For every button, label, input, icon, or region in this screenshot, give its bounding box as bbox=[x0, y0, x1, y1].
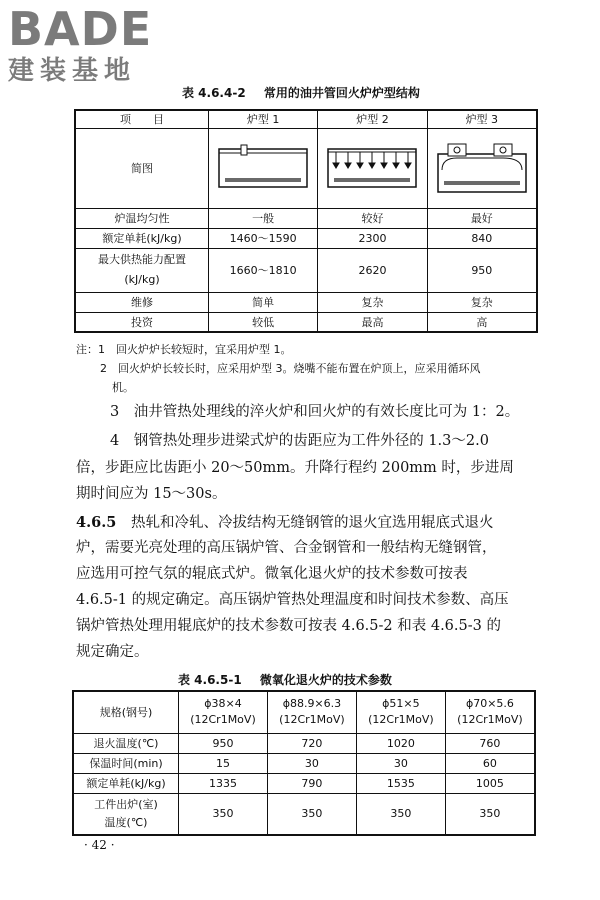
cell: 1335 bbox=[179, 773, 268, 793]
header-type2: 炉型 2 bbox=[318, 110, 427, 128]
row-label: 保温时间(min) bbox=[73, 753, 179, 773]
para-3: 3 油井管热处理线的淬火炉和回火炉的有效长度比可为 1：2。 bbox=[110, 404, 520, 420]
cell: 复杂 bbox=[318, 292, 427, 312]
section-4-6-5-line3: 应选用可控气氛的辊底式炉。微氧化退火炉的技术参数可按表 bbox=[76, 566, 468, 582]
table1-notes bbox=[76, 340, 481, 397]
section-4-6-5-line1 bbox=[76, 510, 493, 536]
cell: 较低 bbox=[209, 312, 318, 332]
table-row bbox=[75, 292, 537, 312]
cell: 2620 bbox=[318, 248, 427, 292]
section-text: 热轧和冷轧、冷拔结构无缝钢管的退火宜选用辊底式退火 bbox=[130, 515, 494, 531]
cell: 高 bbox=[427, 312, 537, 332]
logo-brand: BADE bbox=[8, 2, 153, 56]
table1-caption-number: 表 4.6.4-2 bbox=[182, 86, 246, 100]
furnace-type1-diagram bbox=[215, 143, 311, 193]
section-number: 4.6.5 bbox=[76, 514, 117, 531]
row-label-line1: 工件出炉(室) bbox=[94, 797, 158, 811]
header-spec-2 bbox=[267, 691, 356, 733]
cell: 60 bbox=[445, 753, 535, 773]
table-row bbox=[73, 753, 535, 773]
spec-grade: (12Cr1MoV) bbox=[457, 713, 523, 727]
cell: 一般 bbox=[209, 208, 318, 228]
furnace-type-table bbox=[74, 109, 538, 333]
cell: 1005 bbox=[445, 773, 535, 793]
table-row bbox=[75, 312, 537, 332]
section-4-6-5-line4: 4.6.5-1 的规定确定。高压锅炉管热处理温度和时间技术参数、高压 bbox=[76, 592, 509, 608]
logo bbox=[8, 4, 152, 86]
table-header-row bbox=[73, 691, 535, 733]
cell: 350 bbox=[445, 793, 535, 835]
row-label: 退火温度(℃) bbox=[73, 733, 179, 753]
row-label: 维修 bbox=[75, 292, 209, 312]
table2-caption bbox=[178, 671, 392, 688]
cell: 950 bbox=[427, 248, 537, 292]
sketch-type1 bbox=[209, 128, 318, 208]
cell: 30 bbox=[356, 753, 445, 773]
cell: 840 bbox=[427, 228, 537, 248]
table1-caption bbox=[182, 84, 420, 101]
sketch-label: 简图 bbox=[75, 128, 209, 208]
row-label: 投资 bbox=[75, 312, 209, 332]
section-4-6-5-line5: 锅炉管热处理用辊底炉的技术参数可按表 4.6.5-2 和表 4.6.5-3 的 bbox=[76, 618, 501, 634]
spec-grade: (12Cr1MoV) bbox=[190, 713, 256, 727]
row-label: 额定单耗(kJ/kg) bbox=[75, 228, 209, 248]
cell: 30 bbox=[267, 753, 356, 773]
sketch-type2 bbox=[318, 128, 427, 208]
spec-grade: (12Cr1MoV) bbox=[279, 713, 345, 727]
row-label-line2: 温度(℃) bbox=[104, 815, 148, 829]
cell: 350 bbox=[356, 793, 445, 835]
table2-caption-title: 微氧化退火炉的技术参数 bbox=[259, 673, 392, 687]
spec-size: ϕ70×5.6 bbox=[465, 697, 514, 711]
table-row bbox=[75, 228, 537, 248]
table2-caption-number: 表 4.6.5-1 bbox=[178, 673, 242, 687]
note-2: 2 回火炉炉长较长时，应采用炉型 3。烧嘴不能布置在炉顶上，应采用循环风 bbox=[100, 362, 481, 375]
section-4-6-5-line2: 炉，需要光亮处理的高压锅炉管、合金钢管和一般结构无缝钢管， bbox=[76, 540, 497, 556]
table-row bbox=[73, 733, 535, 753]
header-spec-3 bbox=[356, 691, 445, 733]
cell: 2300 bbox=[318, 228, 427, 248]
page-number: · 42 · bbox=[84, 838, 115, 852]
row-label: 额定单耗(kJ/kg) bbox=[73, 773, 179, 793]
header-spec-4 bbox=[445, 691, 535, 733]
cell: 350 bbox=[267, 793, 356, 835]
header-spec-1 bbox=[179, 691, 268, 733]
cell: 1660～1810 bbox=[209, 248, 318, 292]
spec-size: ϕ51×5 bbox=[382, 697, 420, 711]
cell: 1460～1590 bbox=[209, 228, 318, 248]
table-row bbox=[73, 773, 535, 793]
cell: 790 bbox=[267, 773, 356, 793]
annealing-furnace-table bbox=[72, 690, 536, 836]
cell: 1535 bbox=[356, 773, 445, 793]
cell: 复杂 bbox=[427, 292, 537, 312]
sketch-type3 bbox=[427, 128, 537, 208]
spec-grade: (12Cr1MoV) bbox=[368, 713, 434, 727]
row-label-line1: 最大供热能力配置 bbox=[98, 253, 186, 266]
header-item: 项 目 bbox=[75, 110, 209, 128]
para-4-line3: 期时间应为 15～30s。 bbox=[76, 486, 227, 502]
logo-subtitle: 建装基地 bbox=[8, 56, 137, 86]
row-label: 炉温均匀性 bbox=[75, 208, 209, 228]
row-label bbox=[75, 248, 209, 292]
furnace-type3-diagram bbox=[434, 140, 530, 196]
cell: 950 bbox=[179, 733, 268, 753]
table-row-sketch bbox=[75, 128, 537, 208]
table-header-row bbox=[75, 110, 537, 128]
cell: 较好 bbox=[318, 208, 427, 228]
row-label bbox=[73, 793, 179, 835]
header-type1: 炉型 1 bbox=[209, 110, 318, 128]
row-label-line2: (kJ/kg) bbox=[124, 273, 160, 286]
section-4-6-5-line6: 规定确定。 bbox=[76, 644, 149, 660]
spec-size: ϕ38×4 bbox=[204, 697, 242, 711]
header-spec: 规格(钢号) bbox=[73, 691, 179, 733]
table-row bbox=[75, 208, 537, 228]
cell: 720 bbox=[267, 733, 356, 753]
cell: 350 bbox=[179, 793, 268, 835]
cell: 最好 bbox=[427, 208, 537, 228]
cell: 15 bbox=[179, 753, 268, 773]
spec-size: ϕ88.9×6.3 bbox=[282, 697, 342, 711]
cell: 简单 bbox=[209, 292, 318, 312]
para-4-line2: 倍，步距应比齿距小 20～50mm。升降行程约 200mm 时，步进周 bbox=[76, 460, 514, 476]
table-row bbox=[75, 248, 537, 292]
note-1: 注：1 回火炉炉长较短时，宜采用炉型 1。 bbox=[76, 343, 292, 356]
table1-caption-title: 常用的油井管回火炉炉型结构 bbox=[263, 86, 420, 100]
table-row bbox=[73, 793, 535, 835]
furnace-type2-diagram bbox=[324, 143, 420, 193]
cell: 最高 bbox=[318, 312, 427, 332]
note-2-cont: 机。 bbox=[112, 381, 134, 394]
cell: 1020 bbox=[356, 733, 445, 753]
header-type3: 炉型 3 bbox=[427, 110, 537, 128]
cell: 760 bbox=[445, 733, 535, 753]
para-4-line1: 4 钢管热处理步进梁式炉的齿距应为工件外径的 1.3～2.0 bbox=[110, 433, 489, 449]
